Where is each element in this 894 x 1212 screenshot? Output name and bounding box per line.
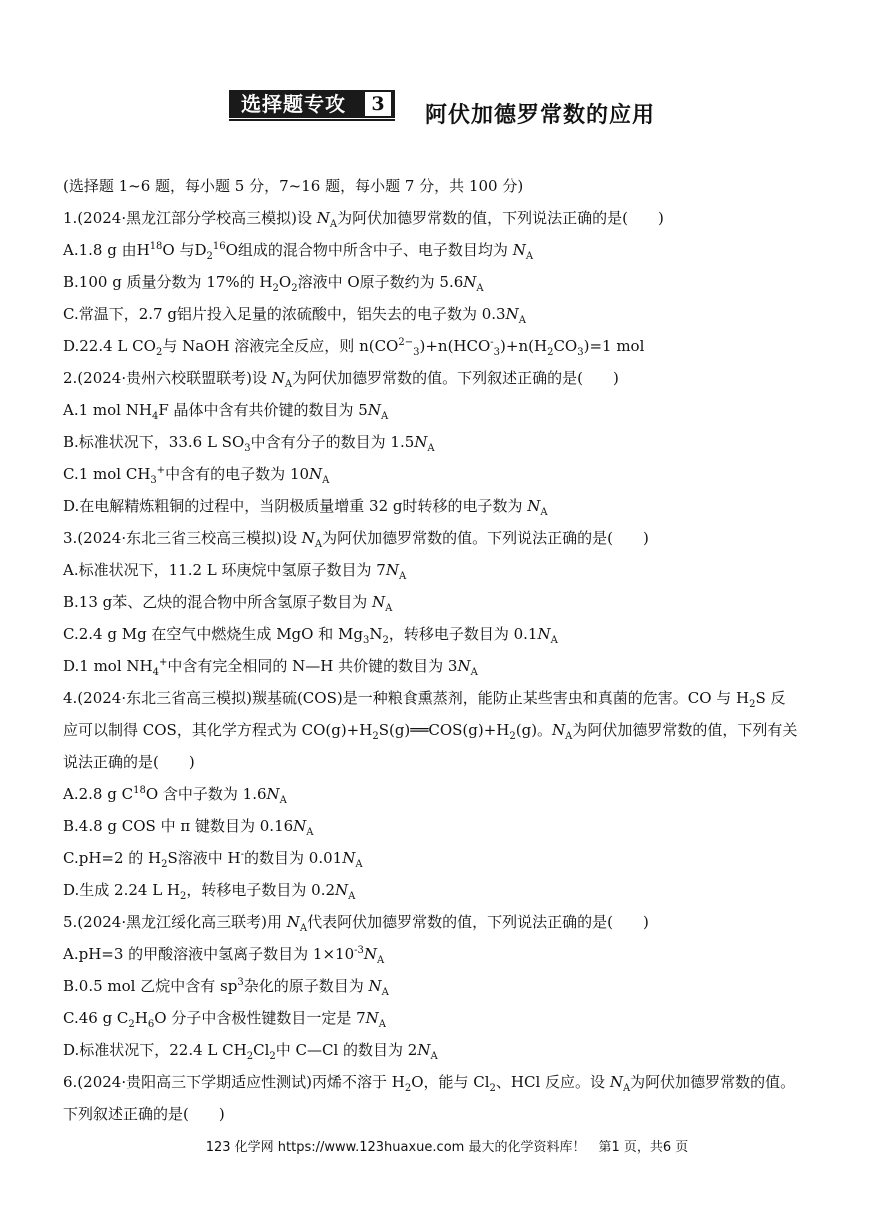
question-4-stem-line-1: 4.(2024·东北三省高三模拟)羰基硫(COS)是一种粮食熏蒸剂，能防止某些害虫和真菌的危害。CO 与 $H_2S$ 反 xyxy=(63,689,786,710)
section-badge xyxy=(229,90,395,118)
question-5-option-d[interactable]: D.标准状况下，22.4 L $CH_2Cl_2$中 C—Cl 的数目为 $2N_A$ xyxy=(63,1041,438,1062)
question-2-option-b[interactable]: B.标准状况下，33.6 L $SO_3$中含有分子的数目为 $1.5N_A$ xyxy=(63,433,435,454)
question-4-option-d[interactable]: D.生成 2.24 L $H_2$，转移电子数目为 $0.2N_A$ xyxy=(63,881,356,902)
badge-label: 选择题专攻 xyxy=(241,92,346,116)
question-4-option-c[interactable]: C.pH=2 的 $H_2S$溶液中 H-的数目为 $0.01N_A$ xyxy=(63,849,363,870)
question-3-stem: 3.(2024·东北三省三校高三模拟)设 $N_A$为阿伏加德罗常数的值。下列说法正确的是( ) xyxy=(63,529,649,550)
question-1-option-a[interactable]: A.1.8 g 由$H^{18}O$ 与$D_2^{16}O$组成的混合物中所含中子、电子数目均为 $N_A$ xyxy=(63,241,534,262)
question-3-option-d[interactable]: D.1 mol $NH_4^+$中含有完全相同的 N—H 共价键的数目为 $3N_A$ xyxy=(63,657,478,678)
section-header xyxy=(229,88,849,128)
question-5-option-c[interactable]: C.46 g $C_2H_6O$ 分子中含极性键数目一定是 $7N_A$ xyxy=(63,1009,387,1030)
page-title: 阿伏加德罗常数的应用 xyxy=(425,103,656,128)
question-6-stem-line-2: 下列叙述正确的是( ) xyxy=(63,1105,225,1123)
page-footer: 123 化学网 https://www.123huaxue.com 最大的化学资料库！ 第1 页，共6 页 xyxy=(205,1140,689,1155)
question-1-option-c[interactable]: C.常温下，2.7 g铝片投入足量的浓硫酸中，铝失去的电子数为 $0.3N_A$ xyxy=(63,305,526,326)
question-3-option-c[interactable]: C.2.4 g Mg 在空气中燃烧生成 MgO 和 $Mg_3N_2$，转移电子数目为 $0.1N_A$ xyxy=(63,625,558,646)
question-3-option-b[interactable]: B.13 g苯、乙炔的混合物中所含氢原子数目为 $N_A$ xyxy=(63,593,393,614)
question-1-option-b[interactable]: B.100 g 质量分数为 17%的 $H_2O_2$溶液中 O原子数约为 $5.6N_A$ xyxy=(63,273,484,294)
question-list xyxy=(63,170,853,1130)
question-2-stem: 2.(2024·贵州六校联盟联考)设 $N_A$为阿伏加德罗常数的值。下列叙述正确的是( ) xyxy=(63,369,619,390)
badge-number: 3 xyxy=(365,92,391,116)
question-5-option-b[interactable]: B.0.5 mol 乙烷中含有 $sp^3$杂化的原子数目为 $N_A$ xyxy=(63,977,389,998)
question-5-option-a[interactable]: A.pH=3 的甲酸溶液中氢离子数目为 $1\times 10^{-3}N_A$ xyxy=(63,945,385,966)
question-5-stem: 5.(2024·黑龙江绥化高三联考)用 $N_A$代表阿伏加德罗常数的值，下列说法正确的是( ) xyxy=(63,913,649,934)
question-3-option-a[interactable]: A.标准状况下，11.2 L 环庚烷中氢原子数目为 $7N_A$ xyxy=(63,561,407,582)
question-4-option-a[interactable]: A.2.8 g $C^{18}O$ 含中子数为 $1.6N_A$ xyxy=(63,785,287,806)
question-4-stem-line-2: 应可以制得 COS，其化学方程式为 $CO(g)+H_2S(g)══COS(g)+H_2(g)$。$N_A$为阿伏加德罗常数的值，下列有关 xyxy=(63,721,798,742)
question-4-option-b[interactable]: B.4.8 g COS 中 π 键数目为 $0.16N_A$ xyxy=(63,817,314,838)
question-2-option-c[interactable]: C.1 mol $CH_3^+$中含有的电子数为 $10N_A$ xyxy=(63,465,330,486)
question-4-stem-line-3: 说法正确的是( ) xyxy=(63,753,195,771)
question-2-option-d[interactable]: D.在电解精炼粗铜的过程中，当阴极质量增重 32 g时转移的电子数为 $N_A$ xyxy=(63,497,548,518)
question-6-stem-line-1: 6.(2024·贵阳高三下学期适应性测试)丙烯不溶于 $H_2O$，能与 $Cl_2$、HCl 反应。设 $N_A$为阿伏加德罗常数的值。 xyxy=(63,1073,796,1094)
instructions: (选择题 1~6 题，每小题 5 分，7~16 题，每小题 7 分，共 100 分) xyxy=(63,177,524,195)
question-2-option-a[interactable]: A.1 mol $NH_4F$ 晶体中含有共价键的数目为 $5N_A$ xyxy=(63,401,389,422)
question-1-stem: 1.(2024·黑龙江部分学校高三模拟)设 $N_A$为阿伏加德罗常数的值，下列说法正确的是( ) xyxy=(63,209,664,230)
question-1-option-d[interactable]: D.22.4 L $CO_2$与 NaOH 溶液完全反应，则 $n(CO^{2-}_3)+n(HCO^-_3)+n(H_2CO_3)=1$ mol xyxy=(63,337,645,358)
badge-underline xyxy=(229,119,395,121)
